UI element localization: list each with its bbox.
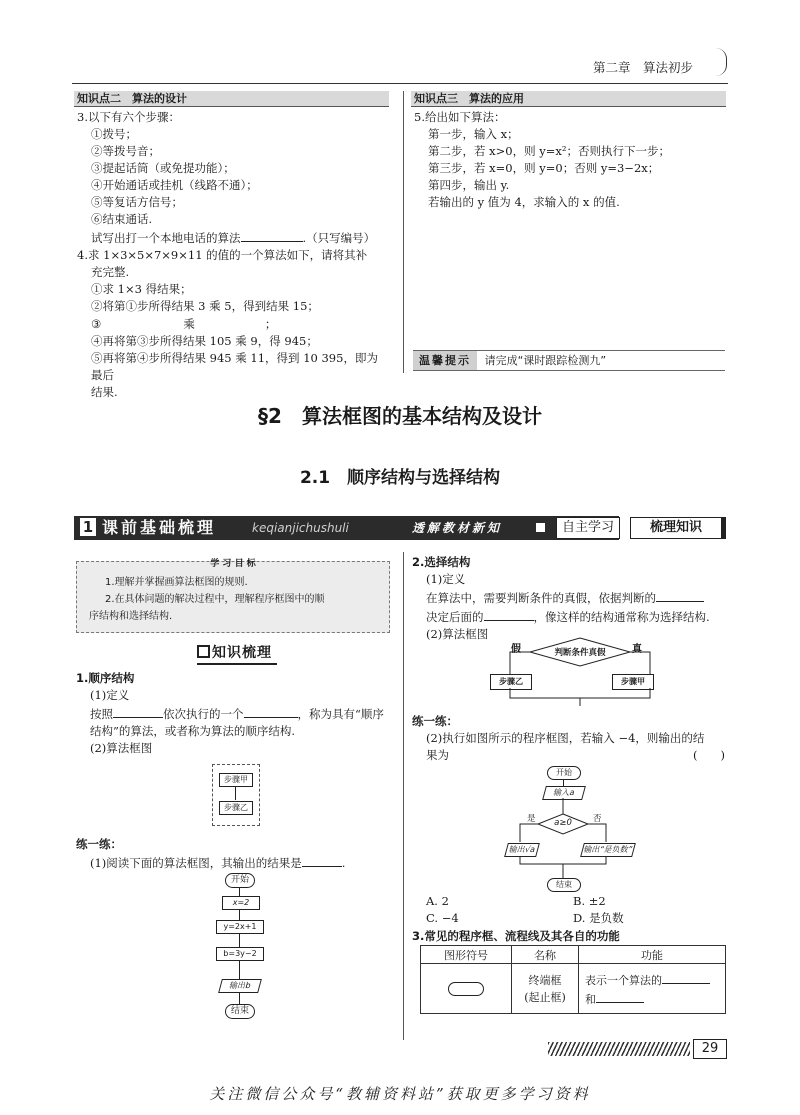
p1-end-terminal: 结束 (225, 1004, 255, 1019)
p2-no-label: 否 (593, 814, 602, 824)
footer-text: 关注微信公众号“教辅资料站”获取更多学习资料 (209, 1085, 591, 1103)
page-number-stripe (548, 1042, 690, 1056)
sel-condition-label: 判断条件真假 (554, 648, 606, 658)
banner-slogan: 透解教材新知 (412, 521, 503, 535)
p2-arrow (563, 779, 564, 786)
selection-heading: 2.选择结构 (412, 555, 471, 569)
sel-merge-path (510, 688, 650, 698)
seq-arrow (235, 786, 236, 800)
seq-step-a-box: 步骤甲 (219, 773, 253, 787)
algorithm-step: 第四步，输出 y. (428, 178, 510, 192)
p2-end-terminal: 结束 (547, 878, 581, 892)
answer-blank[interactable] (241, 228, 303, 242)
left-top-column (74, 91, 389, 401)
tip-label: 温馨提示 (413, 351, 477, 370)
practice-2-heading: 练一练： (412, 714, 458, 728)
p1-arrow (239, 909, 240, 920)
sel-false-label: 假 (511, 644, 521, 655)
knowledge-point-3-title: 知识点三 算法的应用 (411, 91, 726, 107)
answer-blank[interactable] (484, 607, 534, 621)
p1-start-terminal: 开始 (225, 873, 255, 888)
problem-5-question: 若输出的 y 值为 4，求输入的 x 的值. (428, 195, 620, 209)
practice-2 (412, 713, 727, 764)
page-number: 29 (693, 1039, 727, 1059)
knowledge-point-2-title: 知识点二 算法的设计 (74, 91, 389, 107)
seq-step-b-box: 步骤乙 (219, 801, 253, 815)
seq-def-text: 结构”的算法，或者称为算法的顺序结构. (90, 724, 296, 738)
p1-process-box: y=2x+1 (216, 920, 264, 934)
header-bracket (716, 48, 727, 76)
practice-1-heading: 练一练： (76, 837, 122, 851)
sel-merge-lines (480, 688, 680, 708)
goal-item: 序结构和选择结构. (89, 611, 173, 622)
answer-paren[interactable]: ( ) (693, 748, 725, 762)
sel-chart-label: (2)算法框图 (426, 627, 489, 641)
answer-blank[interactable] (244, 704, 298, 718)
learning-goals-box (76, 561, 390, 633)
p2-output-sqrt-box: 输出√a (504, 843, 540, 857)
knowledge-title (197, 642, 277, 665)
function-text: 表示一个算法的 (585, 973, 662, 987)
seq-def-text: ，称为具有“顺序 (297, 707, 384, 721)
sel-def-text: 决定后面的 (426, 610, 484, 624)
knowledge-title-text: 知识梳理 (212, 645, 272, 661)
sel-def-text: 在算法中，需要判断条件的真假，依据判断的 (426, 591, 656, 605)
banner-box-self-study: 自主学习 (556, 517, 620, 539)
algorithm-step: 第三步，若 x=0，则 y=0；否则 y=3−2x； (428, 161, 660, 175)
practice-2-question: (2)执行如图所示的程序框图，若输入 −4，则输出的结 (426, 731, 705, 745)
step-item: ③提起话筒（或免提功能）； (91, 161, 235, 175)
terminal-symbol-shape (448, 982, 484, 996)
seq-def-text: 依次执行的一个 (163, 707, 244, 721)
column-divider (403, 91, 404, 373)
seq-def-text: 按照 (90, 707, 113, 721)
sel-false-line (510, 652, 530, 674)
option-b[interactable]: B. ±2 (573, 894, 606, 908)
right-top-column (411, 91, 726, 211)
answer-blank[interactable] (101, 315, 183, 328)
p2-merge-path (520, 856, 606, 864)
p1-output-box: 输出b (218, 979, 262, 993)
p2-options (426, 893, 726, 927)
answer-blank[interactable] (113, 704, 163, 718)
section-banner (74, 516, 726, 540)
p1-process-box: x=2 (222, 896, 260, 910)
goal-item: 1.理解并掌握画算法框图的规则. (105, 577, 248, 588)
sel-step-a-box: 步骤甲 (612, 674, 654, 690)
step-item: 结果. (91, 385, 118, 399)
lower-column-divider (403, 552, 404, 1040)
answer-blank[interactable] (195, 315, 265, 328)
banner-number: 1 (80, 518, 96, 536)
terminal-function-cell (579, 964, 726, 1014)
step-item: ⑥结束通话. (91, 212, 153, 226)
step-item: ①拨号； (91, 127, 137, 141)
step-item: ⑤再将第④步所得结果 945 乘 11，得到 10 395，即为最后 (91, 351, 378, 382)
col-header-function: 功能 (579, 946, 726, 964)
step-item: ①求 1×3 得结果； (91, 282, 192, 296)
algorithm-step: 第一步，输入 x； (428, 127, 519, 141)
terminal-name-alt: (起止框) (524, 990, 566, 1004)
symbols-table (420, 945, 726, 1014)
option-c[interactable]: C. −4 (426, 911, 459, 925)
question-text: 试写出打一个本地电话的算法 (91, 231, 241, 245)
p2-start-terminal: 开始 (547, 766, 581, 780)
tip-bar (413, 350, 725, 371)
terminal-symbol-cell (421, 964, 512, 1014)
sequence-heading: 1.顺序结构 (76, 671, 135, 685)
problem-4-text: 4.求 1×3×5×7×9×11 的值的一个算法如下，请将其补 (77, 248, 368, 262)
header-rule (72, 83, 728, 84)
learning-goals-title: 学 习 目 标 (210, 559, 256, 569)
step-item: ②等拨号音； (91, 144, 160, 158)
p1-arrow (239, 992, 240, 1004)
answer-blank[interactable] (596, 989, 644, 1003)
step-item: 乘 (183, 317, 195, 331)
practice-2-question: 果为 (426, 748, 449, 762)
terminal-name-cell (512, 964, 579, 1014)
banner-title: 课前基础梳理 (102, 518, 217, 537)
answer-blank[interactable] (302, 853, 342, 867)
question-text: .（只写编号） (302, 231, 376, 245)
goal-item: 2.在具体问题的解决过程中，理解程序框图中的顺 (105, 594, 325, 605)
algorithm-step: 第二步，若 x>0，则 y=x²；否则执行下一步； (428, 144, 670, 158)
p1-arrow (239, 933, 240, 947)
knowledge-title-icon (197, 645, 210, 658)
p2-output-negative-box: 输出“是负数” (580, 843, 636, 857)
step-item: ②将第①步所得结果 3 乘 5，得到结果 15； (91, 299, 319, 313)
practice-1-question: (1)阅读下面的算法框图，其输出的结果是 (90, 856, 302, 870)
p1-arrow (239, 887, 240, 896)
seq-chart-label: (2)算法框图 (90, 741, 153, 755)
answer-blank[interactable] (656, 588, 704, 602)
banner-square-icon (536, 523, 545, 532)
knowledge-title-underline (197, 663, 277, 665)
sel-step-b-box: 步骤乙 (490, 674, 532, 690)
sel-true-label: 真 (632, 644, 642, 655)
symbols-heading: 3.常见的程序框、流程线及其各自的功能 (412, 929, 620, 943)
p2-input-box: 输入a (542, 786, 586, 800)
function-text: 和 (585, 992, 596, 1006)
step-item: ； (264, 317, 277, 331)
option-a[interactable]: A. 2 (426, 894, 449, 908)
step-item: ④开始通话或挂机（线路不通）； (91, 178, 258, 192)
p2-no-line (588, 824, 606, 842)
sequence-structure (76, 670, 391, 757)
p2-condition-label: a≥0 (554, 818, 572, 828)
terminal-name: 终端框 (528, 973, 562, 987)
p1-process-box: b=3y−2 (216, 947, 264, 961)
sel-true-line (630, 652, 650, 674)
step-item: ④再将第③步所得结果 105 乘 9，得 945； (91, 334, 318, 348)
practice-1: 练一练： (1)阅读下面的算法框图，其输出的结果是 . (76, 836, 391, 872)
section-title: §2 算法框图的基本结构及设计 (258, 404, 542, 428)
sel-def-label: (1)定义 (426, 572, 466, 586)
answer-blank[interactable] (662, 970, 710, 984)
chapter-header: 第二章 算法初步 (593, 60, 694, 75)
seq-def-label: (1)定义 (90, 688, 130, 702)
sel-def-text: ，像这样的结构通常称为选择结构. (533, 610, 710, 624)
subsection-title: 2.1 顺序结构与选择结构 (299, 468, 501, 488)
selection-structure (412, 554, 727, 643)
col-header-symbol: 图形符号 (421, 946, 512, 964)
problem-5-text: 5.给出如下算法： (414, 110, 506, 124)
step-item: ③ (91, 317, 102, 331)
p1-arrow (239, 960, 240, 979)
tip-text: 请完成“课时跟踪检测九” (484, 354, 607, 367)
p2-yes-line (520, 824, 538, 842)
banner-pinyin: keqianjichushuli (252, 521, 349, 535)
banner-box-sort-knowledge: 梳理知识 (630, 517, 726, 539)
p2-yes-label: 是 (527, 814, 536, 824)
option-d[interactable]: D. 是负数 (573, 911, 624, 925)
step-item: ⑤等复话方信号； (91, 195, 183, 209)
problem-3-text: 3.以下有六个步骤： (77, 110, 180, 124)
col-header-name: 名称 (512, 946, 579, 964)
problem-4-text-cont: 充完整. (91, 265, 130, 279)
